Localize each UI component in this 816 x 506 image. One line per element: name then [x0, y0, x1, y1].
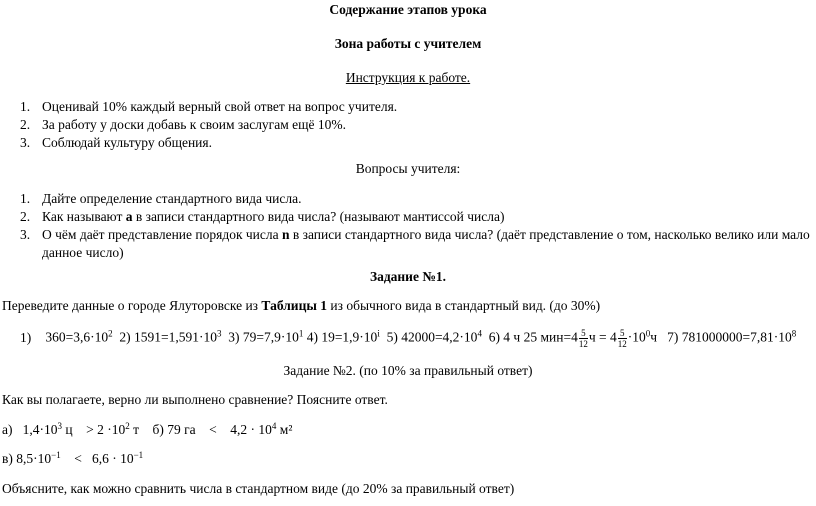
task2-heading: Задание №2. (по 10% за правильный ответ) — [283, 363, 533, 378]
footer-text: Объясните, как можно сравнить числа в стандартном виде (до 20% за правильный ответ) — [2, 481, 515, 496]
task1-intro: Переведите данные о городе Ялуторовске из Таблицы 1 из обычного вида в стандартный вид. (до 30%) — [2, 298, 601, 313]
fraction: $\frac{5}{12}$ — [617, 328, 627, 349]
comparison-v: в) $8,5\cdot 10^{-1}$ < $6,6 \cdot 10^{-1}$ — [2, 450, 144, 466]
list-item: 1. Дайте определение стандартного вида числа. — [20, 191, 302, 206]
page-title: Содержание этапов урока — [329, 2, 487, 17]
questions-heading: Вопросы учителя: — [355, 161, 461, 176]
comparison-a: а) $1,4\cdot 10^3$ ц > $2 \cdot 10^2$ т б) 79 га < $4,2 \cdot 10^4$ м² — [2, 421, 293, 437]
task1-items: 1) $360=3,6\cdot 10^2$ 2) $1591=1,591\cdot 10^3$ 3) $79=7,9\cdot 10^1$ 4) $19=1,9\cdot 10^i$ 5) $42000=4,2\cdot 10^4$ 6) 4 ч 25 мин=4 $\frac{5}{12}$ ч = 4 $\frac{5}{12}$ $\cdot 10^0ч$ 7) $781000000=7,81\cdot 10^8$ — [20, 328, 797, 349]
fraction: $\frac{5}{12}$ — [578, 328, 588, 349]
list-item: 1. Оценивай 10% каждый верный свой ответ на вопрос учителя. — [20, 99, 398, 114]
task2-question: Как вы полагаете, верно ли выполнено сравнение? Поясните ответ. — [2, 392, 388, 407]
list-item-continuation: данное число) — [42, 245, 124, 260]
list-item: 3. О чём даёт представление порядок числа n в записи стандартного вида числа? (даёт представление о том, насколько велико или мало — [20, 227, 810, 242]
zone-title: Зона работы с учителем — [334, 36, 482, 51]
instruction-heading: Инструкция к работе. — [345, 70, 471, 85]
instructions-list — [20, 98, 397, 152]
list-item: 3. Соблюдай культуру общения. — [20, 135, 212, 150]
task1-heading: Задание №1. — [369, 269, 447, 284]
list-item: 2. За работу у доски добавь к своим заслугам ещё 10%. — [20, 117, 347, 132]
questions-list — [20, 190, 810, 262]
list-item: 2. Как называют а в записи стандартного вида числа? (называют мантиссой числа) — [20, 209, 505, 224]
